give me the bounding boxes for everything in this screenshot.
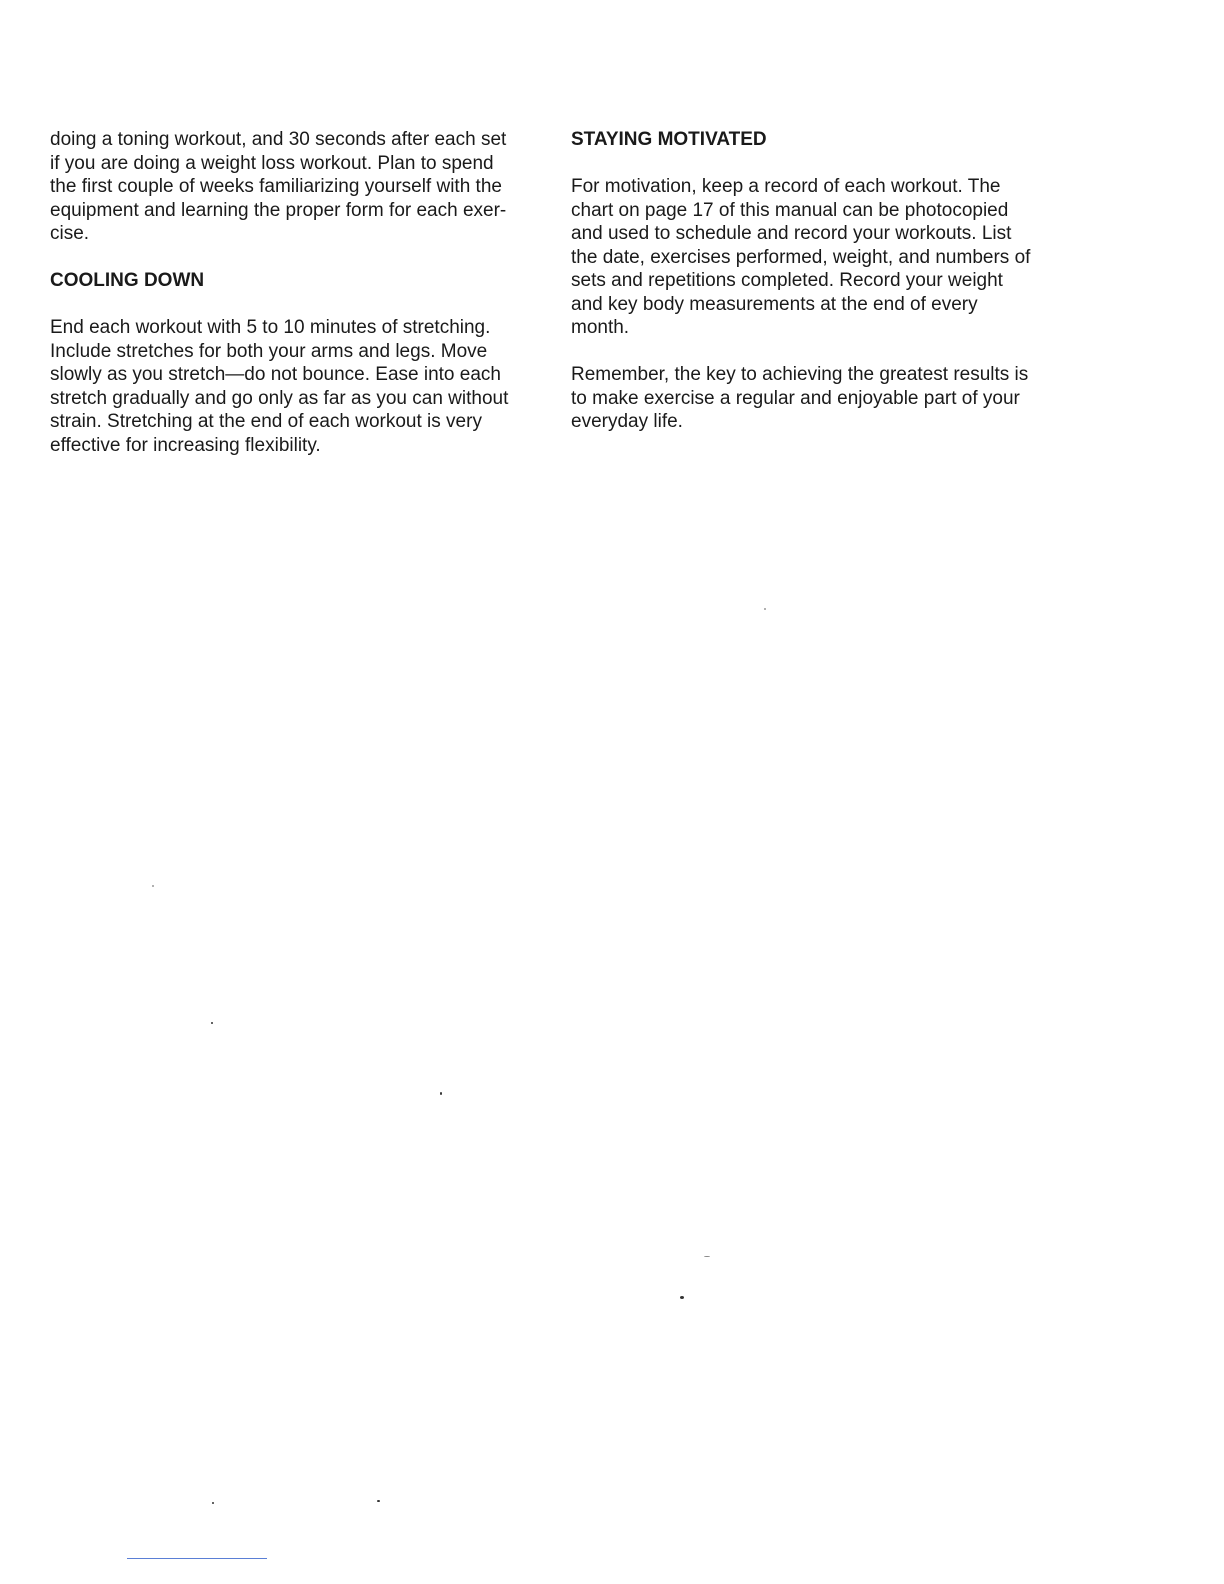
spacer <box>50 246 550 270</box>
cooling-down-heading: COOLING DOWN <box>50 270 205 291</box>
scan-speck <box>212 1502 214 1504</box>
scan-speck <box>764 608 766 610</box>
remember-paragraph: Remember, the key to achieving the greatest results is to make exercise a regular and enjoyable part of your everyday life. <box>571 364 1029 432</box>
scan-speck <box>440 1092 442 1095</box>
spacer <box>50 293 550 317</box>
scan-speck <box>704 1256 710 1257</box>
scan-speck <box>377 1500 380 1502</box>
motivation-paragraph: For motivation, keep a record of each workout. The chart on page 17 of this manual can be photocopied and used to schedule and record your workouts. List the date, exercises performed, weight, and numbers of sets and repetitions completed. Record your weight and key body measurements at the end of every month. <box>571 176 1031 338</box>
spacer <box>571 340 1071 364</box>
right-column <box>571 128 1071 434</box>
scan-speck <box>152 885 154 887</box>
left-column <box>50 128 550 457</box>
spacer <box>571 152 1071 176</box>
intro-paragraph: doing a toning workout, and 30 seconds after each set if you are doing a weight loss workout. Plan to spend the first couple of weeks familiarizing yourself with the equipment and learning the proper form for each exer- cise. <box>50 129 507 244</box>
footer-rule <box>127 1558 267 1559</box>
staying-motivated-heading: STAYING MOTIVATED <box>571 129 767 150</box>
scan-speck <box>211 1022 213 1024</box>
scan-speck <box>680 1296 684 1299</box>
cooling-down-paragraph: End each workout with 5 to 10 minutes of stretching. Include stretches for both your arms and legs. Move slowly as you stretch—do not bounce. Ease into each stretch gradually and go only as far as you can without strain. Stretching at the end of each workout is very effective for increasing flexibility. <box>50 317 509 456</box>
